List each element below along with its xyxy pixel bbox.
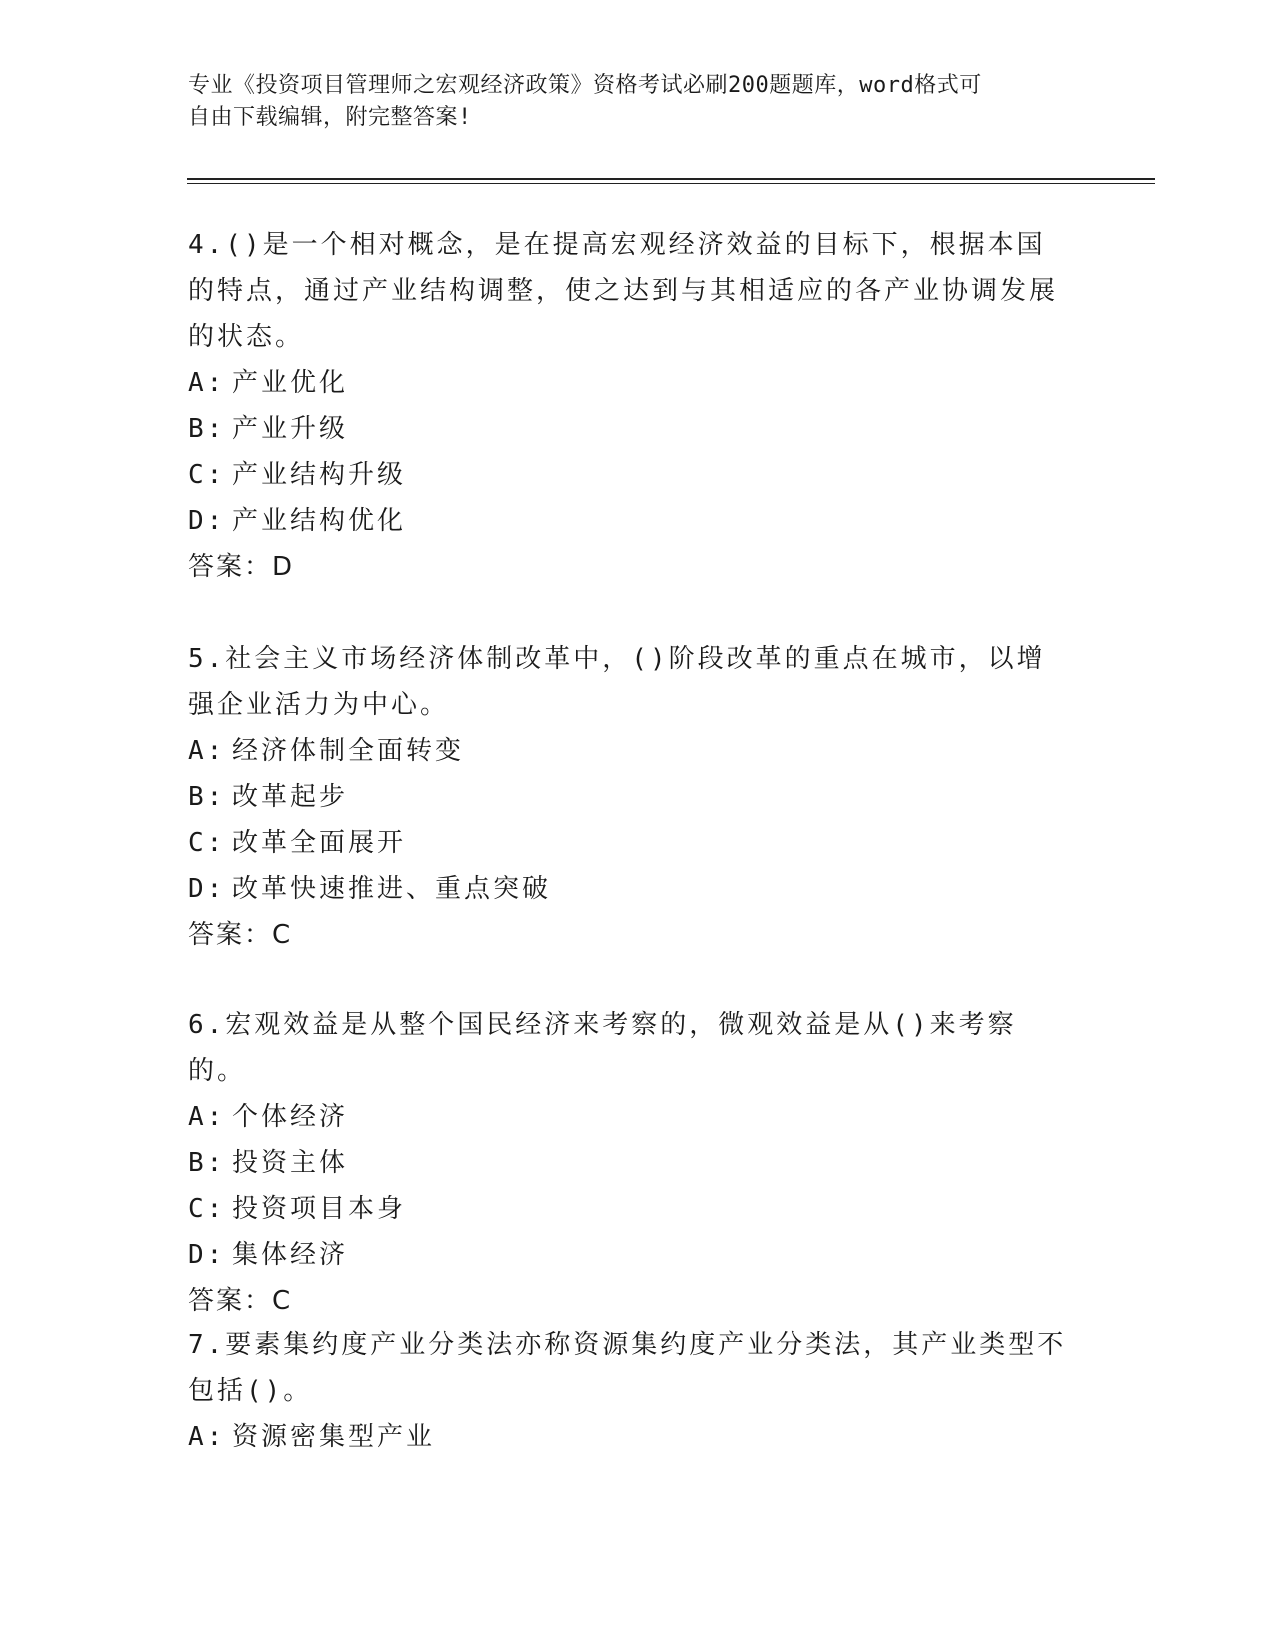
- option-text: 经济体制全面转变: [232, 736, 465, 766]
- question-stem: 5.社会主义市场经济体制改革中，()阶段改革的重点在城市，以增强企业活力为中心。: [188, 644, 1046, 720]
- option-text: 投资项目本身: [232, 1194, 407, 1224]
- option-a: [188, 360, 1068, 406]
- option-text: 集体经济: [232, 1240, 349, 1270]
- document-header: [188, 70, 1068, 134]
- question-6: [188, 1002, 1068, 1324]
- question-5: [188, 636, 1068, 958]
- option-text: 投资主体: [232, 1148, 349, 1178]
- option-key: C:: [188, 460, 226, 490]
- option-text: 产业升级: [232, 414, 349, 444]
- option-text: 资源密集型产业: [232, 1422, 436, 1452]
- option-d: [188, 1232, 1068, 1278]
- option-key: A:: [188, 1422, 226, 1452]
- option-key: A:: [188, 1102, 226, 1132]
- option-a: [188, 1094, 1068, 1140]
- option-key: D:: [188, 506, 226, 536]
- option-key: B:: [188, 782, 226, 812]
- option-text: 改革起步: [232, 782, 349, 812]
- header-line-1: 专业《投资项目管理师之宏观经济政策》资格考试必刷200题题库，word格式可: [188, 73, 982, 98]
- option-text: 改革全面展开: [232, 828, 407, 858]
- option-key: D:: [188, 1240, 226, 1270]
- option-key: D:: [188, 874, 226, 904]
- question-7: [188, 1322, 1068, 1460]
- option-text: 产业优化: [232, 368, 349, 398]
- question-4: [188, 222, 1068, 590]
- option-key: A:: [188, 736, 226, 766]
- option-text: 改革快速推进、重点突破: [232, 874, 552, 904]
- option-b: [188, 1140, 1068, 1186]
- option-text: 产业结构升级: [232, 460, 407, 490]
- option-d: [188, 866, 1068, 912]
- option-key: C:: [188, 828, 226, 858]
- question-stem: 4.()是一个相对概念，是在提高宏观经济效益的目标下，根据本国的特点，通过产业结构调整，使之达到与其相适应的各产业协调发展的状态。: [188, 230, 1059, 352]
- answer: 答案：D: [188, 552, 295, 582]
- option-key: B:: [188, 414, 226, 444]
- option-b: [188, 406, 1068, 452]
- option-a: [188, 728, 1068, 774]
- answer: 答案：C: [188, 1286, 293, 1316]
- option-key: C:: [188, 1194, 226, 1224]
- option-d: [188, 498, 1068, 544]
- option-b: [188, 774, 1068, 820]
- question-stem: 7.要素集约度产业分类法亦称资源集约度产业分类法，其产业类型不包括()。: [188, 1330, 1067, 1406]
- answer: 答案：C: [188, 920, 293, 950]
- option-text: 个体经济: [232, 1102, 349, 1132]
- option-c: [188, 1186, 1068, 1232]
- header-divider: [187, 178, 1155, 184]
- option-a: [188, 1414, 1068, 1460]
- option-c: [188, 820, 1068, 866]
- option-key: A:: [188, 368, 226, 398]
- option-key: B:: [188, 1148, 226, 1178]
- option-text: 产业结构优化: [232, 506, 407, 536]
- header-line-2: 自由下载编辑，附完整答案!: [188, 105, 472, 130]
- question-stem: 6.宏观效益是从整个国民经济来考察的，微观效益是从()来考察的。: [188, 1010, 1017, 1086]
- option-c: [188, 452, 1068, 498]
